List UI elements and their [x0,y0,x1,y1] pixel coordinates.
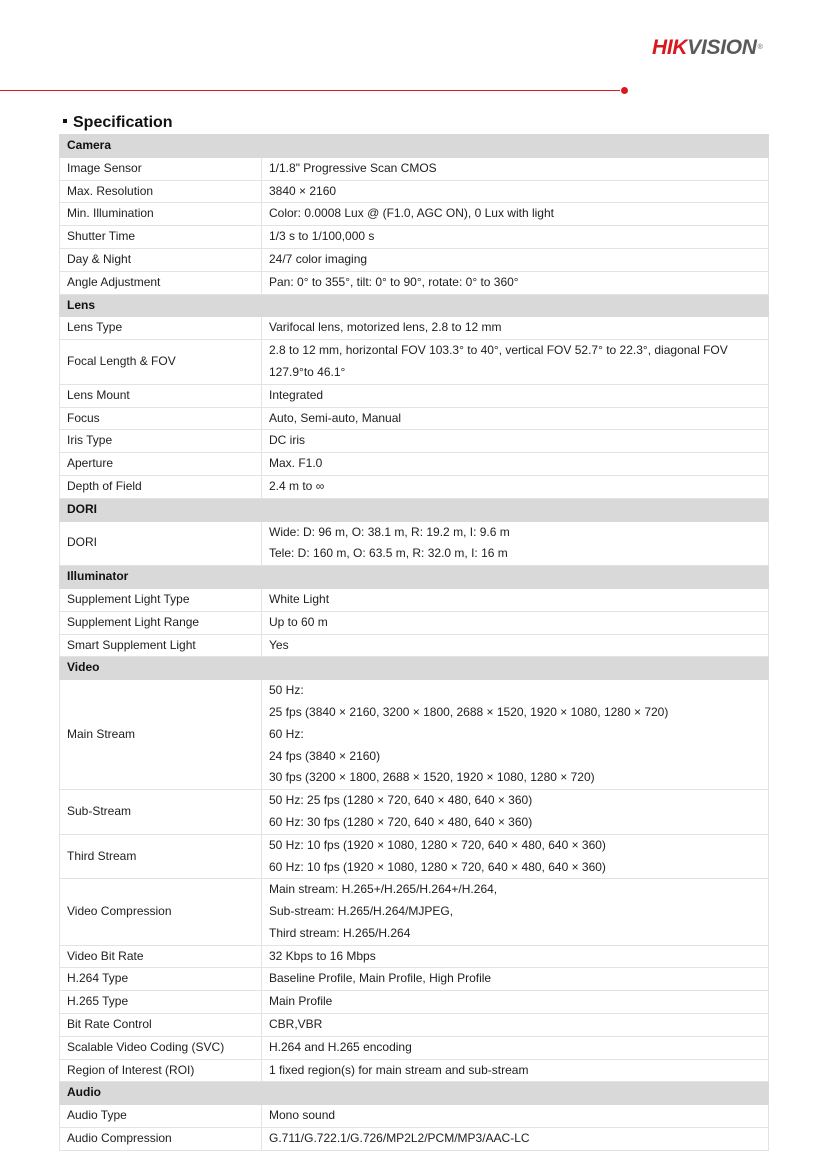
spec-value [262,248,769,271]
spec-value-line: 2.4 m to ∞ [269,478,325,493]
spec-value [262,991,769,1014]
section-header-row [60,657,769,680]
spec-value [262,453,769,476]
spec-row [60,430,769,453]
spec-value-line: Yes [269,637,289,652]
spec-row [60,945,769,968]
spec-value [262,384,769,407]
spec-label: Depth of Field [60,475,262,498]
spec-row [60,226,769,249]
spec-value [262,226,769,249]
spec-label: Lens Mount [60,384,262,407]
heading-text: Specification [73,114,173,131]
spec-label: H.265 Type [60,991,262,1014]
spec-value [262,879,769,945]
header-divider-line [0,90,620,91]
spec-row [60,1128,769,1151]
spec-row [60,1105,769,1128]
spec-label: DORI [60,521,262,566]
spec-value [262,945,769,968]
spec-value-line: Color: 0.0008 Lux @ (F1.0, AGC ON), 0 Lux with light [269,206,554,221]
spec-label: Region of Interest (ROI) [60,1059,262,1082]
spec-label: Supplement Light Type [60,588,262,611]
spec-value [262,521,769,566]
spec-value-line: 50 Hz: [269,683,304,698]
logo-vision-text: VISION [687,36,757,59]
spec-value [262,1059,769,1082]
spec-row [60,317,769,340]
spec-value-line: 1 fixed region(s) for main stream and sub-stream [269,1062,529,1077]
spec-value [262,180,769,203]
spec-value-line: Wide: D: 96 m, O: 38.1 m, R: 19.2 m, I: 9.6 m [269,524,510,539]
hikvision-logo [652,36,763,60]
spec-row [60,407,769,430]
spec-row [60,475,769,498]
spec-row [60,521,769,566]
spec-value [262,634,769,657]
section-header-row [60,566,769,589]
specification-table [59,134,769,1151]
spec-value-line: White Light [269,591,330,606]
spec-value [262,588,769,611]
logo-hik-text: HIK [652,36,688,59]
spec-value-line: CBR,VBR [269,1017,323,1032]
spec-value [262,157,769,180]
spec-label: Supplement Light Range [60,611,262,634]
section-header-row [60,135,769,158]
spec-label: Focal Length & FOV [60,340,262,385]
spec-row [60,453,769,476]
spec-label: Video Bit Rate [60,945,262,968]
section-header-row [60,498,769,521]
spec-value [262,407,769,430]
spec-label: Angle Adjustment [60,271,262,294]
spec-row [60,968,769,991]
spec-value-line: Max. F1.0 [269,456,323,471]
spec-value-line: G.711/G.722.1/G.726/MP2L2/PCM/MP3/AAC-LC [269,1131,530,1146]
spec-value-line: 50 Hz: 10 fps (1920 × 1080, 1280 × 720, 640 × 480, 640 × 360) [269,837,606,852]
spec-row [60,384,769,407]
spec-label: Lens Type [60,317,262,340]
spec-label: Third Stream [60,834,262,879]
spec-label: Video Compression [60,879,262,945]
spec-label: Bit Rate Control [60,1014,262,1037]
spec-row [60,340,769,385]
spec-label: Audio Type [60,1105,262,1128]
spec-row [60,611,769,634]
spec-value-line: 50 Hz: 25 fps (1280 × 720, 640 × 480, 640 × 360) [269,793,533,808]
specification-table-body [60,135,769,1151]
spec-label: Iris Type [60,430,262,453]
registered-mark: ® [757,44,763,51]
section-title: Video [60,657,769,680]
spec-value [262,1105,769,1128]
section-header-row [60,294,769,317]
spec-value-line: 30 fps (3200 × 1800, 2688 × 1520, 1920 × 1080, 1280 × 720) [269,770,595,785]
spec-value-line: Pan: 0° to 355°, tilt: 0° to 90°, rotate: 0° to 360° [269,274,519,289]
spec-row [60,203,769,226]
spec-value-line: Tele: D: 160 m, O: 63.5 m, R: 32.0 m, I: 16 m [269,546,508,561]
spec-value [262,203,769,226]
spec-value-line: Main stream: H.265+/H.265/H.264+/H.264, [269,882,498,897]
spec-value [262,968,769,991]
spec-value [262,317,769,340]
spec-row [60,991,769,1014]
spec-value-line: 24 fps (3840 × 2160) [269,748,381,763]
spec-row [60,834,769,879]
spec-row [60,879,769,945]
spec-label: Shutter Time [60,226,262,249]
spec-value-line: Sub-stream: H.265/H.264/MJPEG, [269,904,454,919]
section-title: Audio [60,1082,769,1105]
spec-value-line: 1/3 s to 1/100,000 s [269,229,375,244]
spec-label: Main Stream [60,680,262,790]
spec-value-line: 24/7 color imaging [269,251,368,266]
spec-row [60,1014,769,1037]
spec-label: H.264 Type [60,968,262,991]
spec-row [60,248,769,271]
spec-value [262,1036,769,1059]
spec-value [262,834,769,879]
spec-value-line: H.264 and H.265 encoding [269,1039,412,1054]
spec-value [262,790,769,835]
spec-row [60,588,769,611]
spec-row [60,180,769,203]
section-title: Camera [60,135,769,158]
spec-value [262,1014,769,1037]
spec-label: Audio Compression [60,1128,262,1151]
spec-value-line: Varifocal lens, motorized lens, 2.8 to 12 mm [269,320,502,335]
spec-value-line: Up to 60 m [269,614,328,629]
spec-label: Day & Night [60,248,262,271]
spec-value-line: 3840 × 2160 [269,183,337,198]
spec-label: Focus [60,407,262,430]
square-bullet-icon [63,119,67,123]
section-title: Illuminator [60,566,769,589]
spec-row [60,1059,769,1082]
spec-row [60,1036,769,1059]
spec-value [262,271,769,294]
spec-value-line: Baseline Profile, Main Profile, High Profile [269,971,492,986]
section-header-row [60,1082,769,1105]
spec-value-line: 1/1.8" Progressive Scan CMOS [269,160,437,175]
spec-value-line: Auto, Semi-auto, Manual [269,410,402,425]
spec-label: Image Sensor [60,157,262,180]
spec-row [60,271,769,294]
spec-row [60,680,769,790]
spec-value-line: 60 Hz: [269,726,304,741]
spec-value-line: 2.8 to 12 mm, horizontal FOV 103.3° to 40°, vertical FOV 52.7° to 22.3°, diagonal FOV 127.9°to 46.1° [269,343,728,379]
spec-value-line: Integrated [269,387,324,402]
spec-value [262,1128,769,1151]
spec-value [262,430,769,453]
spec-value-line: 60 Hz: 30 fps (1280 × 720, 640 × 480, 640 × 360) [269,814,533,829]
spec-value [262,680,769,790]
spec-value-line: 25 fps (3840 × 2160, 3200 × 1800, 2688 × 1520, 1920 × 1080, 1280 × 720) [269,704,669,719]
spec-label: Scalable Video Coding (SVC) [60,1036,262,1059]
spec-value-line: DC iris [269,433,305,448]
spec-value [262,340,769,385]
spec-label: Max. Resolution [60,180,262,203]
section-title: Lens [60,294,769,317]
section-title: DORI [60,498,769,521]
spec-label: Sub-Stream [60,790,262,835]
spec-label: Aperture [60,453,262,476]
spec-value-line: Main Profile [269,994,333,1009]
spec-row [60,790,769,835]
spec-label: Min. Illumination [60,203,262,226]
section-heading [63,112,173,134]
spec-value [262,475,769,498]
spec-label: Smart Supplement Light [60,634,262,657]
spec-row [60,157,769,180]
header-divider-dot [621,87,628,94]
spec-value-line: Mono sound [269,1108,336,1123]
spec-row [60,634,769,657]
spec-value-line: 60 Hz: 10 fps (1920 × 1080, 1280 × 720, 640 × 480, 640 × 360) [269,859,606,874]
spec-value-line: 32 Kbps to 16 Mbps [269,948,376,963]
spec-value [262,611,769,634]
spec-value-line: Third stream: H.265/H.264 [269,925,411,940]
